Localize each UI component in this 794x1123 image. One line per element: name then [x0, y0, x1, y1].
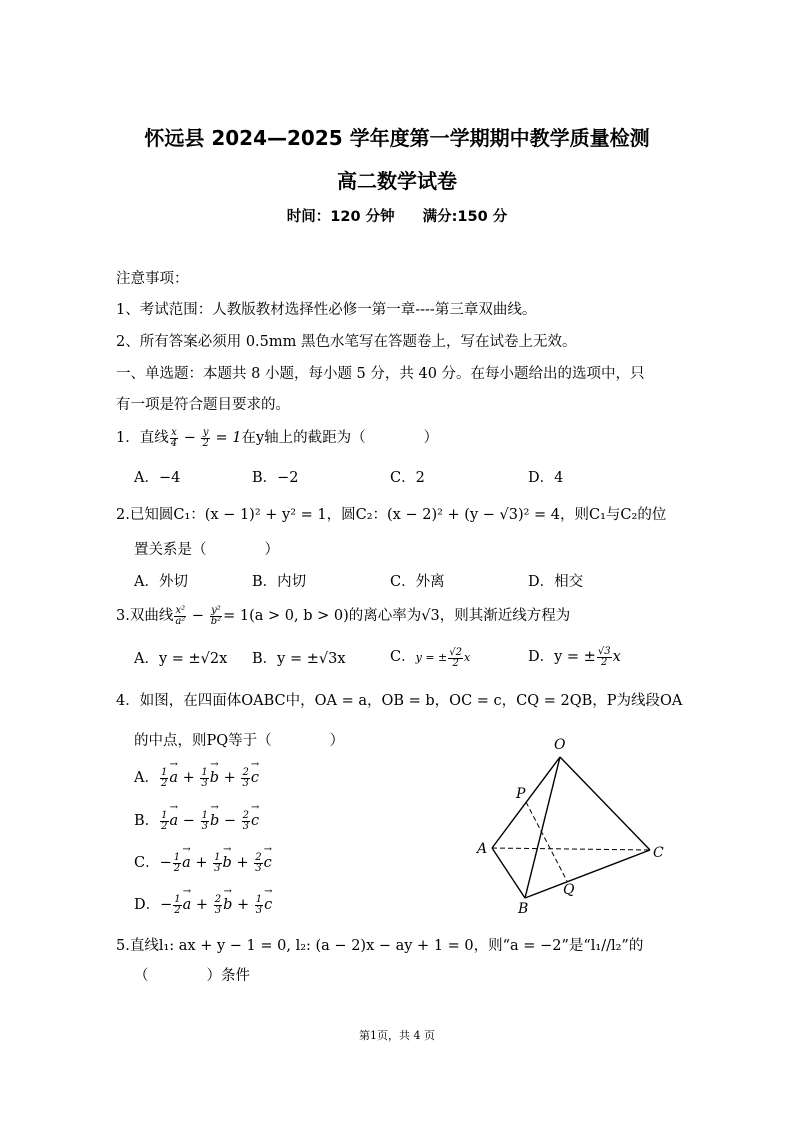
q2-option-a: A．外切: [134, 574, 188, 590]
question-3: [116, 604, 570, 627]
equation: $\frac{x}{4}$ − $\frac{y}{2}$ = 1: [170, 426, 242, 449]
label-q: Q: [563, 882, 575, 898]
label-p: P: [516, 786, 526, 802]
equation: $\frac{\text{x²}}{\text{a²}}$ − $\frac{\text{y²}}{\text{b²}}$: [175, 604, 222, 627]
question-text: 双曲线: [129, 608, 174, 624]
edge-ob: [525, 757, 560, 898]
question-text: 如图，在四面体OABC中，OA = a，OB = b，OC = c，CQ = 2QB，P为线段OA: [139, 693, 683, 709]
q3-option-c: C．y = ± $\frac{√2}{2}$ x: [390, 646, 471, 669]
q2-option-d: D．相交: [528, 574, 584, 590]
q3-option-a: A．y = ±√2x: [134, 651, 228, 667]
question-text: 直线: [139, 430, 169, 446]
q4-option-d: D．− $\frac{1}{2}$ → a + $\frac{2}{3}$ → b + $\frac{1}{3}$ → c: [134, 893, 272, 916]
question-5-cont: （ ）条件: [134, 968, 250, 984]
q2-option-b: B．内切: [252, 574, 307, 590]
q4-option-a: A． $\frac{1}{2}$ → a + $\frac{1}{3}$ → b + $\frac{2}{3}$ → c: [134, 766, 259, 789]
edge-bc: [525, 850, 650, 898]
question-4: [116, 689, 682, 710]
question-text: 在y轴上的截距为（ ）: [241, 430, 439, 446]
label-b: B: [518, 901, 529, 917]
exam-meta: [0, 205, 794, 226]
q1-option-b: B．−2: [252, 470, 299, 486]
q1-option-a: A．−4: [134, 470, 181, 486]
label-a: A: [477, 841, 488, 857]
edge-ab: [492, 848, 525, 898]
question-2-cont: 置关系是（ ）: [134, 542, 279, 558]
exam-time: 时间：120 分钟: [286, 209, 395, 225]
notes-item-1: 1、考试范围：人教版教材选择性必修一第一章----第三章双曲线。: [116, 302, 537, 318]
tetrahedron-figure: [470, 732, 700, 922]
q3-option-b: B．y = ±√3x: [252, 651, 346, 667]
exam-title: 怀远县 2024—2025 学年度第一学期期中教学质量检测: [144, 126, 650, 150]
question-number: 5.: [116, 938, 130, 954]
q2-option-c: C．外离: [390, 574, 445, 590]
question-number: 4．: [116, 693, 140, 709]
notes-heading: 注意事项：: [116, 271, 189, 287]
question-number: 2.: [116, 507, 130, 523]
q1-option-c: C．2: [390, 470, 425, 486]
exam-subtitle: 高二数学试卷: [337, 169, 457, 193]
section-intro-line1: 一、单选题：本题共 8 小题，每小题 5 分，共 40 分。在每小题给出的选项中，只: [116, 366, 645, 382]
question-4-cont: 的中点，则PQ等于（ ）: [134, 733, 345, 749]
label-c: C: [653, 845, 664, 861]
label-o: O: [554, 737, 566, 753]
question-text: = 1(a > 0, b > 0)的离心率为√3，则其渐近线方程为: [223, 608, 571, 624]
edge-oc: [560, 757, 650, 850]
question-number: 1．: [116, 430, 140, 446]
question-1: [116, 426, 438, 449]
edge-ac-hidden: [492, 848, 650, 850]
question-5: [116, 934, 643, 955]
question-2: [116, 503, 666, 524]
q1-option-d: D．4: [528, 470, 564, 486]
page-footer: 第1页，共 4 页: [359, 1029, 435, 1042]
q4-option-c: C．− $\frac{1}{2}$ → a + $\frac{1}{3}$ → b + $\frac{2}{3}$ → c: [134, 851, 272, 874]
exam-score: 满分:150 分: [422, 209, 508, 225]
notes-item-2: 2、所有答案必须用 0.5mm 黑色水笔写在答题卷上，写在试卷上无效。: [116, 334, 577, 350]
q4-option-b: B． $\frac{1}{2}$ → a − $\frac{1}{3}$ → b − $\frac{2}{3}$ → c: [134, 809, 259, 832]
question-text: 直线l₁: ax + y − 1 = 0, l₂: (a − 2)x − ay + 1 = 0，则“a = −2”是“l₁//l₂”的: [129, 938, 644, 954]
question-number: 3.: [116, 608, 130, 624]
q3-option-d: D．y = ± $\frac{√3}{2}$ x: [528, 645, 621, 668]
question-text: 已知圆C₁：(x − 1)² + y² = 1，圆C₂：(x − 2)² + (y − √3)² = 4，则C₁与C₂的位: [129, 507, 667, 523]
section-intro-line2: 有一项是符合题目要求的。: [116, 397, 290, 413]
